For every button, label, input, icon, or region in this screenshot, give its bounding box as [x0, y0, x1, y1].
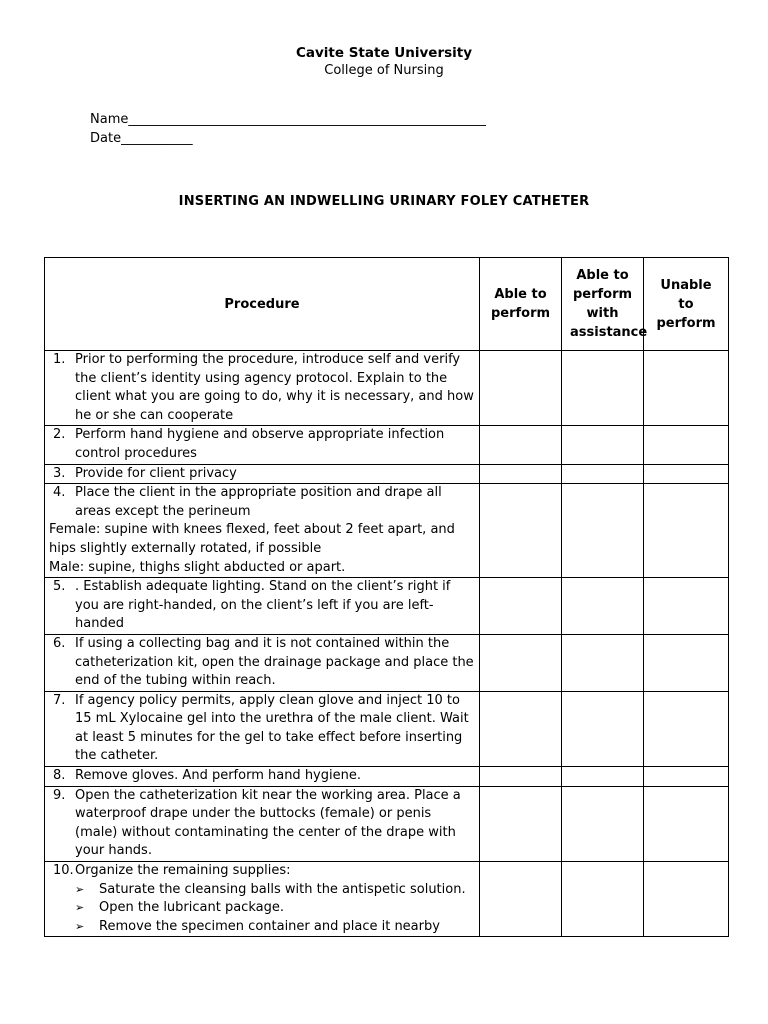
list-item — [49, 918, 475, 937]
bullet-text: Remove the specimen container and place it nearby — [99, 918, 440, 934]
list-item — [49, 881, 475, 900]
step-number: 4. — [53, 485, 66, 501]
with-assistance-cell[interactable] — [562, 484, 644, 578]
bullet-text: Open the lubricant package. — [99, 900, 284, 916]
arrow-bullet-icon: ➢ — [75, 882, 85, 896]
header-able-with-assistance: Able to perform with assistance — [562, 258, 644, 351]
unable-to-perform-cell[interactable] — [644, 464, 729, 484]
step-text: Place the client in the appropriate position and drape all areas except the perineum — [75, 485, 442, 519]
step-number: 8. — [53, 768, 66, 784]
with-assistance-cell[interactable] — [562, 634, 644, 691]
unable-to-perform-cell[interactable] — [644, 426, 729, 464]
procedure-cell — [45, 578, 480, 635]
table-row — [45, 484, 729, 578]
student-fields — [90, 110, 486, 148]
able-to-perform-cell[interactable] — [480, 862, 562, 937]
table-row — [45, 691, 729, 766]
with-assistance-cell[interactable] — [562, 426, 644, 464]
step-number: 1. — [53, 352, 66, 367]
step-number: 7. — [53, 692, 66, 708]
table-row — [45, 426, 729, 464]
header-unable-to-perform: Unable to perform — [644, 258, 729, 351]
procedure-cell — [45, 862, 480, 937]
document-title: INSERTING AN INDWELLING URINARY FOLEY CATHETER — [178, 194, 590, 209]
step-note: Male: supine, thighs slight abducted or apart. — [49, 559, 346, 575]
step-number: 6. — [53, 635, 66, 651]
table-row — [45, 634, 729, 691]
table-row — [45, 464, 729, 484]
unable-to-perform-cell[interactable] — [644, 484, 729, 578]
procedure-cell — [45, 634, 480, 691]
able-to-perform-cell[interactable] — [480, 464, 562, 484]
checklist-body — [45, 351, 729, 937]
header-procedure: Procedure — [45, 258, 480, 351]
document-header — [0, 44, 768, 80]
table-row — [45, 786, 729, 861]
with-assistance-cell[interactable] — [562, 786, 644, 861]
unable-to-perform-cell[interactable] — [644, 767, 729, 787]
unable-to-perform-cell[interactable] — [644, 634, 729, 691]
procedure-cell — [45, 484, 480, 578]
university-name: Cavite State University — [295, 45, 473, 61]
unable-to-perform-cell[interactable] — [644, 786, 729, 861]
procedure-cell — [45, 767, 480, 787]
able-to-perform-cell[interactable] — [480, 351, 562, 426]
step-number: 3. — [53, 465, 66, 481]
able-to-perform-cell[interactable] — [480, 634, 562, 691]
step-text: Organize the remaining supplies: — [75, 863, 291, 879]
procedure-cell — [45, 426, 480, 464]
with-assistance-cell[interactable] — [562, 767, 644, 787]
procedure-checklist-table — [44, 257, 729, 937]
unable-to-perform-cell[interactable] — [644, 578, 729, 635]
step-number: 9. — [53, 787, 66, 803]
unable-to-perform-cell[interactable] — [644, 691, 729, 766]
step-text: Prior to performing the procedure, introduce self and verify the client’s identity using agency protocol. Explain to the client what you are going to do, why it is necessary, and how he or she can cooperate — [75, 352, 474, 423]
able-to-perform-cell[interactable] — [480, 426, 562, 464]
with-assistance-cell[interactable] — [562, 351, 644, 426]
able-to-perform-cell[interactable] — [480, 767, 562, 787]
step-text: Open the catheterization kit near the working area. Place a waterproof drape under the buttocks (female) or penis (male) without contaminating the center of the drape with your hands. — [75, 787, 461, 859]
header-able-to-perform: Able to perform — [480, 258, 562, 351]
able-to-perform-cell[interactable] — [480, 578, 562, 635]
supply-bullet-list — [49, 881, 475, 937]
arrow-bullet-icon: ➢ — [75, 919, 85, 933]
procedure-cell — [45, 691, 480, 766]
procedure-cell — [45, 464, 480, 484]
step-text: . Establish adequate lighting. Stand on the client’s right if you are right-handed, on the client’s left if you are left-handed — [75, 579, 451, 632]
step-text: If using a collecting bag and it is not contained within the catheterization kit, open the drainage package and place the end of the tubing within reach. — [75, 635, 474, 689]
with-assistance-cell[interactable] — [562, 691, 644, 766]
step-number: 2. — [53, 427, 66, 443]
table-header-row — [45, 258, 729, 351]
list-item — [49, 899, 475, 918]
college-name: College of Nursing — [324, 63, 444, 78]
able-to-perform-cell[interactable] — [480, 786, 562, 861]
step-text: Perform hand hygiene and observe appropriate infection control procedures — [75, 427, 445, 461]
step-number: 10. — [53, 863, 74, 879]
with-assistance-cell[interactable] — [562, 464, 644, 484]
name-field[interactable]: Name_______________________________________________________ — [90, 112, 486, 127]
with-assistance-cell[interactable] — [562, 862, 644, 937]
step-note: Female: supine with knees flexed, feet about 2 feet apart, and hips slightly externally rotated, if possible — [49, 522, 455, 556]
table-row — [45, 862, 729, 937]
step-text: Provide for client privacy — [75, 465, 237, 481]
procedure-cell — [45, 351, 480, 426]
procedure-cell — [45, 786, 480, 861]
bullet-text: Saturate the cleansing balls with the antispetic solution. — [99, 881, 466, 897]
table-row — [45, 578, 729, 635]
step-text: Remove gloves. And perform hand hygiene. — [75, 768, 361, 784]
unable-to-perform-cell[interactable] — [644, 351, 729, 426]
arrow-bullet-icon: ➢ — [75, 901, 85, 915]
with-assistance-cell[interactable] — [562, 578, 644, 635]
table-row — [45, 351, 729, 426]
step-number: 5. — [53, 579, 66, 595]
able-to-perform-cell[interactable] — [480, 691, 562, 766]
able-to-perform-cell[interactable] — [480, 484, 562, 578]
date-field[interactable]: Date___________ — [90, 131, 193, 146]
unable-to-perform-cell[interactable] — [644, 862, 729, 937]
table-row — [45, 767, 729, 787]
step-text: If agency policy permits, apply clean glove and inject 10 to 15 mL Xylocaine gel into the urethra of the male client. Wait at least 5 minutes for the gel to take effect before inserting the catheter. — [75, 692, 469, 764]
